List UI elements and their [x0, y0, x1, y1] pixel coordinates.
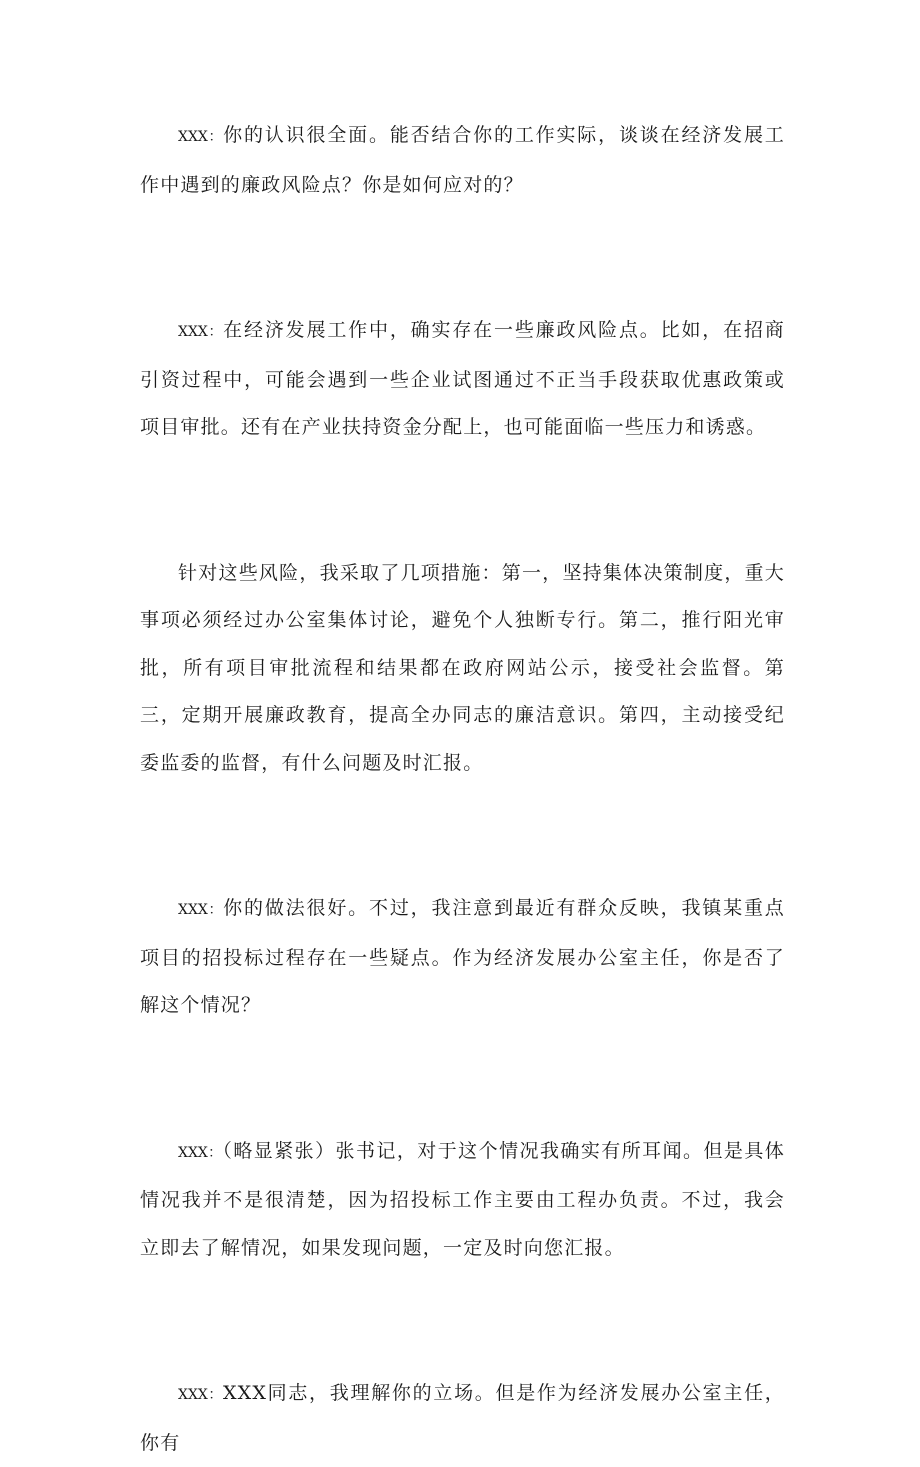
paragraph-text: 你的做法很好。不过，我注意到最近有群众反映，我镇某重点项目的招投标过程存在一些疑点。作为经济发展办公室主任，你是否了解这个情况？ — [140, 897, 785, 1016]
speaker-label: XXX： — [178, 902, 224, 918]
paragraph-5 — [140, 1128, 785, 1273]
speaker-label: XXX： — [178, 129, 224, 145]
paragraph-text: 你的认识很全面。能否结合你的工作实际，谈谈在经济发展工作中遇到的廉政风险点？你是如何应对的？ — [140, 124, 785, 196]
paragraph-6 — [140, 1370, 785, 1467]
paragraph-2 — [140, 307, 785, 452]
paragraph-4 — [140, 885, 785, 1030]
paragraph-text: 针对这些风险，我采取了几项措施：第一，坚持集体决策制度，重大事项必须经过办公室集体讨论，避免个人独断专行。第二，推行阳光审批，所有项目审批流程和结果都在政府网站公示，接受社会监督。第三，定期开展廉政教育，提高全办同志的廉洁意识。第四，主动接受纪委监委的监督，有什么问题及时汇报。 — [140, 561, 785, 774]
speaker-label: XXX： — [178, 1387, 223, 1403]
paragraph-text: XXX同志，我理解你的立场。但是作为经济发展办公室主任，你有 — [140, 1382, 785, 1454]
speaker-label: XXX： — [178, 324, 224, 340]
paragraph-1 — [140, 112, 785, 209]
paragraph-text: 在经济发展工作中，确实存在一些廉政风险点。比如，在招商引资过程中，可能会遇到一些企业试图通过不正当手段获取优惠政策或项目审批。还有在产业扶持资金分配上，也可能面临一些压力和诱惑。 — [140, 319, 785, 438]
paragraph-3 — [140, 550, 785, 788]
document-page — [140, 112, 785, 1467]
speaker-label: XXX： — [178, 1144, 223, 1161]
paragraph-text: （略显紧张）张书记，对于这个情况我确实有所耳闻。但是具体情况我并不是很清楚，因为招投标工作主要由工程办负责。不过，我会立即去了解情况，如果发现问题，一定及时向您汇报。 — [140, 1139, 785, 1259]
